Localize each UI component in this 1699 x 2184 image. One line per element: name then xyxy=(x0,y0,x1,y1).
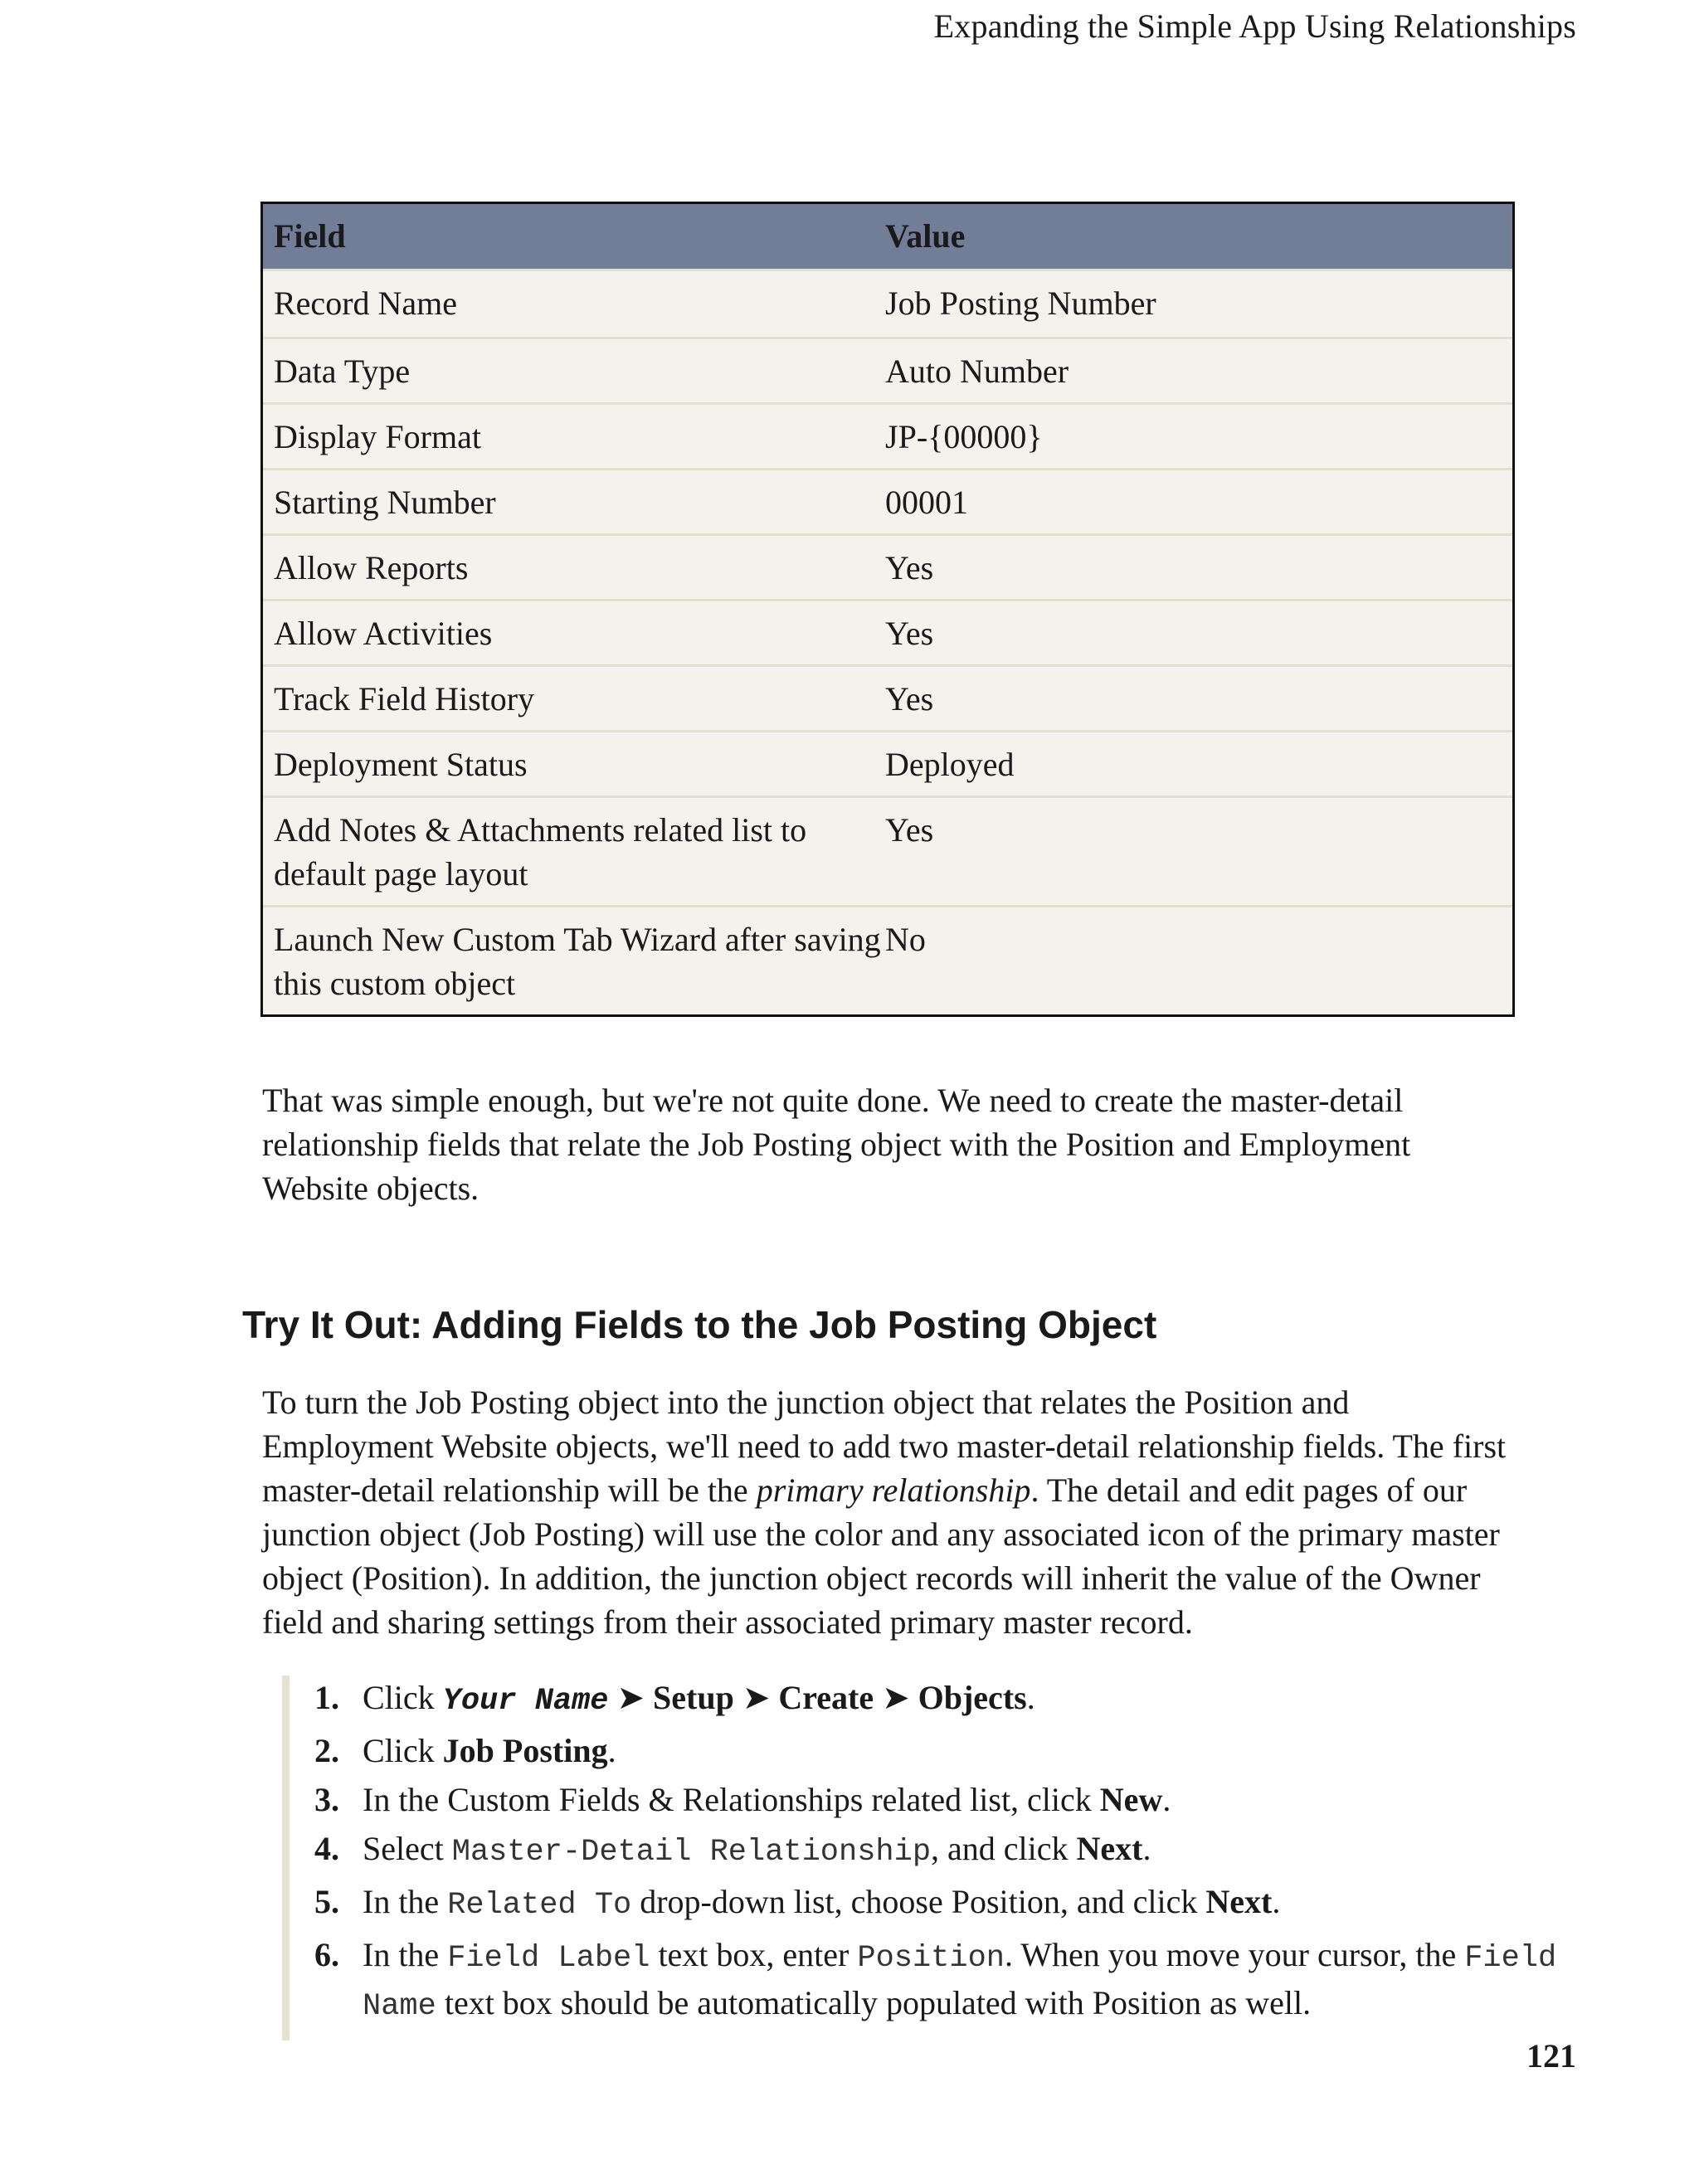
step-fragment: drop-down list, choose Position, and click xyxy=(631,1883,1206,1920)
list-item xyxy=(314,1826,1575,1875)
cell-field: Allow Activities xyxy=(274,615,493,652)
step-fragment: Select xyxy=(363,1830,452,1867)
table-row xyxy=(263,730,1512,795)
steps-list xyxy=(282,1676,1575,2041)
table-row xyxy=(263,664,1512,730)
related-to-code: Related To xyxy=(447,1888,632,1923)
cell-field: Track Field History xyxy=(274,680,535,717)
step-fragment: Click xyxy=(363,1732,443,1769)
table-row xyxy=(263,905,1512,1014)
step-text xyxy=(363,1778,1575,1822)
cell-value: Yes xyxy=(885,811,934,849)
next-label: Next xyxy=(1205,1883,1273,1920)
new-label: New xyxy=(1099,1781,1163,1818)
list-item xyxy=(314,1778,1575,1822)
step-fragment: In the Custom Fields & Relationships related list, click xyxy=(363,1781,1100,1818)
table-row xyxy=(263,468,1512,533)
header-field: Field xyxy=(274,217,346,255)
step-text xyxy=(363,1880,1575,1928)
job-posting-label: Job Posting xyxy=(442,1732,608,1769)
step-fragment: text box should be automatically populated with Position as well. xyxy=(436,1984,1312,2021)
list-item xyxy=(314,1676,1575,1724)
step-fragment: Click xyxy=(363,1679,443,1716)
table-row xyxy=(263,795,1512,905)
objects-label: Objects xyxy=(918,1679,1027,1716)
step-fragment: In the xyxy=(363,1936,448,1973)
cell-field: Add Notes & Attachments related list to default page layout xyxy=(274,811,807,893)
your-name-code: Your Name xyxy=(442,1684,609,1719)
cell-field: Record Name xyxy=(274,285,458,322)
cell-value: Deployed xyxy=(885,746,1015,783)
step-fragment: , and click xyxy=(931,1830,1077,1867)
page-number: 121 xyxy=(1526,2037,1576,2075)
cell-value: Auto Number xyxy=(885,353,1069,390)
step-number: 1. xyxy=(314,1679,339,1716)
step-number: 5. xyxy=(314,1883,339,1920)
step-number: 3. xyxy=(314,1781,339,1818)
intro-paragraph: That was simple enough, but we're not quite done. We need to create the master-detail relationship fields that relate the Job Posting object with the Position and Employment Website objects. xyxy=(262,1082,1411,1207)
field-label-code: Field Label xyxy=(447,1941,650,1976)
list-item xyxy=(314,1729,1575,1773)
table-row xyxy=(263,533,1512,599)
step-text xyxy=(363,1933,1575,2029)
list-item xyxy=(314,1880,1575,1928)
field-name-code: Field Name xyxy=(363,1941,1557,2024)
table-row xyxy=(263,599,1512,664)
header-value: Value xyxy=(885,217,966,255)
step-text xyxy=(363,1729,1575,1773)
step-fragment: text box, enter xyxy=(650,1936,858,1973)
field-value-table xyxy=(260,202,1515,1017)
cell-value: Yes xyxy=(885,615,934,652)
body-paragraph xyxy=(262,1380,1523,1644)
cell-value: 00001 xyxy=(885,484,968,521)
step-number: 6. xyxy=(314,1936,339,1973)
list-item xyxy=(314,1933,1575,2029)
cell-field: Data Type xyxy=(274,353,411,390)
paragraph-text: . The detail and edit pages of our junction object (Job Posting) will use the color and any associated icon of the primary master object (Position). In addition, the junction object records will inherit the value of the Owner field and sharing settings from their associated primary master record. xyxy=(262,1471,1500,1641)
step-fragment: . xyxy=(1162,1781,1171,1818)
cell-value: Yes xyxy=(885,549,934,586)
cell-value: JP-{00000} xyxy=(885,418,1043,455)
cell-field: Starting Number xyxy=(274,484,496,521)
step-fragment: . xyxy=(1026,1679,1035,1716)
step-text xyxy=(363,1826,1575,1875)
step-fragment: . xyxy=(1272,1883,1281,1920)
step-fragment: . xyxy=(607,1732,616,1769)
arrow-icon: ➤ xyxy=(874,1679,918,1716)
step-number: 4. xyxy=(314,1830,339,1867)
running-header: Expanding the Simple App Using Relationships xyxy=(933,7,1576,45)
cell-field: Launch New Custom Tab Wizard after saving this custom object xyxy=(274,921,881,1002)
cell-field: Display Format xyxy=(274,418,481,455)
cell-value: No xyxy=(885,921,926,958)
table-row xyxy=(263,337,1512,402)
arrow-icon: ➤ xyxy=(608,1679,654,1716)
cell-value: Job Posting Number xyxy=(885,285,1156,322)
step-text xyxy=(363,1676,1575,1724)
table-row xyxy=(263,402,1512,468)
table-header-row xyxy=(263,204,1512,271)
arrow-icon: ➤ xyxy=(733,1679,779,1716)
section-heading: Try It Out: Adding Fields to the Job Posting Object xyxy=(242,1303,1157,1346)
step-number: 2. xyxy=(314,1732,339,1769)
step-fragment: . xyxy=(1142,1830,1151,1867)
step-fragment: In the xyxy=(363,1883,448,1920)
next-label: Next xyxy=(1076,1830,1143,1867)
table-row xyxy=(263,271,1512,337)
cell-value: Yes xyxy=(885,680,934,717)
create-label: Create xyxy=(778,1679,874,1716)
step-fragment: . When you move your cursor, the xyxy=(1005,1936,1465,1973)
master-detail-code: Master-Detail Relationship xyxy=(451,1835,932,1870)
paragraph-text: To turn the Job Posting object into the junction object that relates the Position and Employment Website objects, we'll need to add two master-detail relationship fields. The first master-detail relationship will be the xyxy=(262,1384,1507,1509)
position-code: Position xyxy=(857,1941,1005,1976)
emphasis-text: primary relationship xyxy=(756,1471,1031,1509)
setup-label: Setup xyxy=(653,1679,734,1716)
cell-field: Deployment Status xyxy=(274,746,528,783)
cell-field: Allow Reports xyxy=(274,549,469,586)
